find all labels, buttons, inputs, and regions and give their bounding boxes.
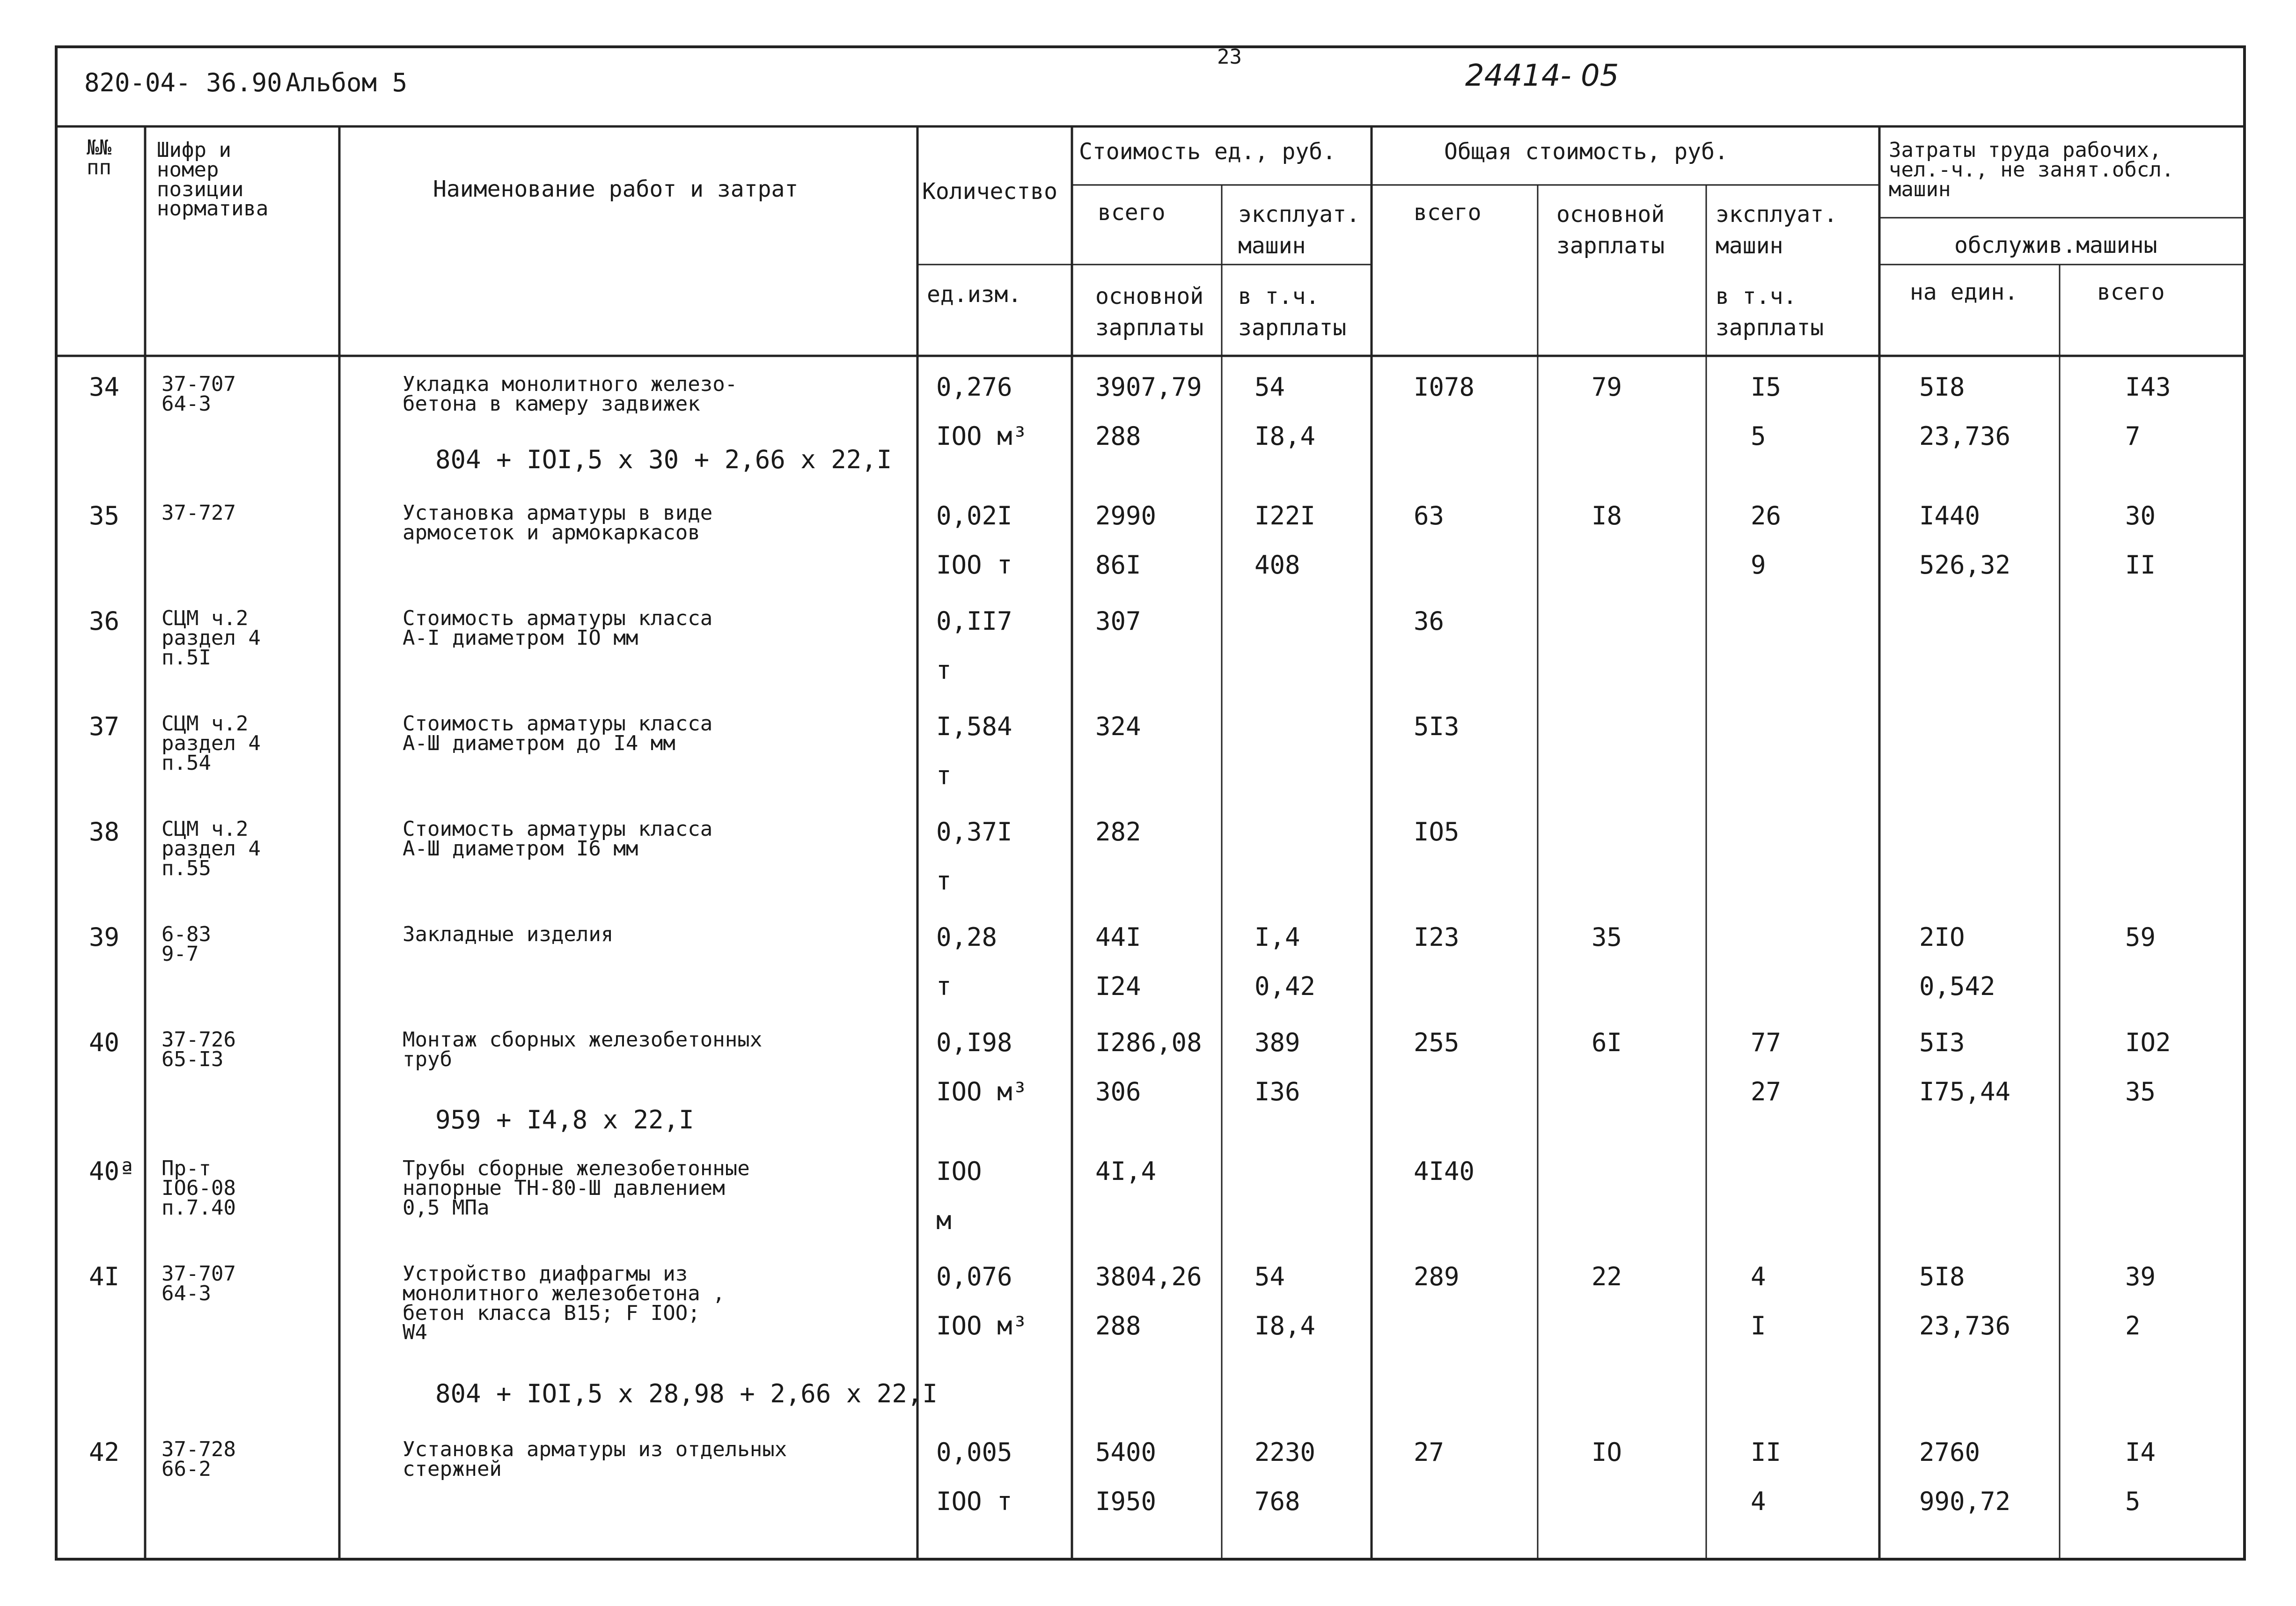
quantity-unit: м (936, 1206, 952, 1235)
norm-code: 37-707 64-3 (161, 372, 236, 416)
unit-cost-wage: 86I (1095, 550, 1141, 580)
norm-code: 37-707 64-3 (161, 1262, 236, 1305)
row-number: 35 (89, 501, 120, 530)
norm-code: 37-727 (161, 501, 236, 525)
calc-formula: 804 + IOI,5 x 30 + 2,66 x 22,I (435, 445, 892, 474)
total-cost: 255 (1414, 1028, 1460, 1057)
quantity-unit: IOO м³ (936, 421, 1028, 451)
total-machines: I5 (1751, 372, 1782, 402)
total-machines-wage: 4 (1751, 1487, 1766, 1516)
norm-code: СЦМ ч.2 раздел 4 п.55 (161, 817, 261, 880)
row-number: 40 (89, 1028, 120, 1057)
labor-per-unit: 5I8 (1919, 372, 1965, 402)
col-header-labor: Затраты труда рабочих, чел.-ч., не занят.обсл. машин (1889, 138, 2174, 201)
labor-per-unit-machine: 990,72 (1919, 1487, 2011, 1516)
col-header-total-cost: Общая стоимость, руб. (1444, 139, 1728, 165)
row-number: 39 (89, 922, 120, 952)
quantity-unit: IOO м³ (936, 1311, 1028, 1341)
col-header-name: Наименование работ и затрат (433, 176, 799, 202)
unit-cost-total: 44I (1095, 922, 1141, 952)
quantity-value: 0,276 (936, 372, 1012, 402)
labor-total-machine: 35 (2125, 1077, 2156, 1106)
total-wage: IO (1592, 1437, 1622, 1467)
labor-per-unit-machine: 23,736 (1919, 421, 2011, 451)
labor-per-unit: 2IO (1919, 922, 1965, 952)
quantity-value: IOO (936, 1157, 982, 1186)
unit-cost-wage: 288 (1095, 1311, 1141, 1341)
labor-per-unit-machine: I75,44 (1919, 1077, 2011, 1106)
col-header-tc-wage: основной зарплаты (1556, 201, 1665, 259)
calc-formula: 804 + IOI,5 x 28,98 + 2,66 x 22,I (435, 1379, 938, 1408)
total-machines: II (1751, 1437, 1782, 1467)
total-cost: 27 (1414, 1437, 1445, 1467)
labor-per-unit-machine: 526,32 (1919, 550, 2011, 580)
quantity-value: 0,02I (936, 501, 1012, 530)
unit-cost-wage: I950 (1095, 1487, 1157, 1516)
work-name: Установка арматуры из отдельных стержней (403, 1437, 787, 1481)
row-number: 36 (89, 606, 120, 636)
labor-per-unit: 5I8 (1919, 1262, 1965, 1291)
total-cost: 289 (1414, 1262, 1460, 1291)
col-header-num: №№ пп (87, 136, 111, 179)
row-number: 37 (89, 712, 120, 741)
work-name: Стоимость арматуры класса А-Ш диаметром до I4 мм (403, 712, 713, 755)
page-number: 23 (1217, 45, 1242, 69)
labor-total: I4 (2125, 1437, 2156, 1467)
col-header-tc-mach-wage: в т.ч. зарплаты (1716, 283, 1824, 341)
row-number: 4I (89, 1262, 120, 1291)
total-wage: I8 (1592, 501, 1622, 530)
labor-total-machine: 7 (2125, 421, 2141, 451)
quantity-value: 0,II7 (936, 606, 1012, 636)
total-machines-wage: 9 (1751, 550, 1766, 580)
total-cost: I078 (1414, 372, 1475, 402)
total-cost: 5I3 (1414, 712, 1460, 741)
unit-cost-total: 324 (1095, 712, 1141, 741)
unit-cost-machines-wage: I36 (1254, 1077, 1300, 1106)
work-name: Стоимость арматуры класса А-Ш диаметром I6 мм (403, 817, 713, 861)
album-label: Альбом 5 (286, 68, 408, 97)
quantity-unit: IOO т (936, 1487, 1012, 1516)
norm-code: 6-83 9-7 (161, 922, 211, 966)
col-header-labor-sub: обслужив.машины (1954, 232, 2157, 258)
unit-cost-machines: 2230 (1254, 1437, 1316, 1467)
calc-formula: 959 + I4,8 x 22,I (435, 1105, 694, 1135)
total-wage: 22 (1592, 1262, 1622, 1291)
quantity-unit: т (936, 866, 952, 896)
labor-total: 39 (2125, 1262, 2156, 1291)
col-header-tc-total: всего (1414, 199, 1482, 226)
quantity-value: 0,28 (936, 922, 998, 952)
labor-per-unit-machine: 23,736 (1919, 1311, 2011, 1341)
norm-code: 37-728 66-2 (161, 1437, 236, 1481)
row-number: 38 (89, 817, 120, 847)
labor-per-unit: I440 (1919, 501, 1981, 530)
unit-cost-machines: 54 (1254, 1262, 1285, 1291)
total-machines-wage: 27 (1751, 1077, 1782, 1106)
total-wage: 35 (1592, 922, 1622, 952)
unit-cost-machines: I22I (1254, 501, 1316, 530)
total-cost: 36 (1414, 606, 1445, 636)
work-name: Закладные изделия (403, 922, 614, 946)
total-cost: I23 (1414, 922, 1460, 952)
norm-code: СЦМ ч.2 раздел 4 п.54 (161, 712, 261, 775)
unit-cost-total: 5400 (1095, 1437, 1157, 1467)
unit-cost-wage: 306 (1095, 1077, 1141, 1106)
work-name: Устройство диафрагмы из монолитного железобетона , бетон класса В15; F IOO; W4 (403, 1262, 725, 1345)
quantity-unit: IOO м³ (936, 1077, 1028, 1106)
labor-total: IO2 (2125, 1028, 2171, 1057)
quantity-value: 0,37I (936, 817, 1012, 847)
labor-total: 30 (2125, 501, 2156, 530)
total-cost: 63 (1414, 501, 1445, 530)
total-wage: 79 (1592, 372, 1622, 402)
unit-cost-machines-wage: 768 (1254, 1487, 1300, 1516)
quantity-value: 0,I98 (936, 1028, 1012, 1057)
quantity-value: 0,076 (936, 1262, 1012, 1291)
quantity-value: 0,005 (936, 1437, 1012, 1467)
col-header-code: Шифр и номер позиции норматива (157, 138, 269, 221)
unit-cost-machines-wage: 0,42 (1254, 972, 1316, 1001)
total-machines: 77 (1751, 1028, 1782, 1057)
labor-total-machine: 2 (2125, 1311, 2141, 1341)
unit-cost-wage: 288 (1095, 421, 1141, 451)
unit-cost-total: 307 (1095, 606, 1141, 636)
total-machines-wage: 5 (1751, 421, 1766, 451)
col-header-labor-unit: на един. (1910, 279, 2018, 305)
unit-cost-machines: 389 (1254, 1028, 1300, 1057)
total-machines-wage: I (1751, 1311, 1766, 1341)
unit-cost-total: 3907,79 (1095, 372, 1202, 402)
unit-cost-total: 4I,4 (1095, 1157, 1157, 1186)
total-wage: 6I (1592, 1028, 1622, 1057)
norm-code: 37-726 65-I3 (161, 1028, 236, 1071)
norm-code: СЦМ ч.2 раздел 4 п.5I (161, 606, 261, 670)
quantity-unit: т (936, 972, 952, 1001)
total-cost: IO5 (1414, 817, 1460, 847)
col-header-unit-cost: Стоимость ед., руб. (1079, 139, 1336, 165)
quantity-unit: т (936, 761, 952, 790)
col-header-uc-mach: эксплуат. машин (1238, 201, 1360, 259)
unit-cost-total: 3804,26 (1095, 1262, 1202, 1291)
work-name: Трубы сборные железобетонные напорные ТН-80-Ш давлением 0,5 МПа (403, 1157, 750, 1220)
work-name: Укладка монолитного железо- бетона в камеру задвижек (403, 372, 738, 416)
col-header-uc-wage: основной зарплаты (1095, 283, 1204, 341)
unit-cost-machines: 54 (1254, 372, 1285, 402)
col-header-tc-mach: эксплуат. машин (1716, 201, 1838, 259)
work-name: Установка арматуры в виде армосеток и армокаркасов (403, 501, 713, 545)
document-id: 24414- 05 (1465, 59, 1619, 93)
labor-total-machine: II (2125, 550, 2156, 580)
labor-per-unit-machine: 0,542 (1919, 972, 1995, 1001)
unit-cost-total: I286,08 (1095, 1028, 1202, 1057)
col-header-qty: Количество (922, 178, 1057, 205)
quantity-value: I,584 (936, 712, 1012, 741)
row-number: 34 (89, 372, 120, 402)
quantity-unit: IOO т (936, 550, 1012, 580)
col-header-uc-mach-wage: в т.ч. зарплаты (1238, 283, 1347, 341)
quantity-unit: т (936, 656, 952, 685)
total-machines: 26 (1751, 501, 1782, 530)
labor-per-unit: 5I3 (1919, 1028, 1965, 1057)
norm-code: Пр-т IO6-08 п.7.40 (161, 1157, 236, 1220)
unit-cost-machines: I,4 (1254, 922, 1300, 952)
total-machines: 4 (1751, 1262, 1766, 1291)
labor-per-unit: 2760 (1919, 1437, 1981, 1467)
row-number: 40ª (89, 1157, 135, 1186)
total-cost: 4I40 (1414, 1157, 1475, 1186)
unit-cost-wage: I24 (1095, 972, 1141, 1001)
labor-total: I43 (2125, 372, 2171, 402)
unit-cost-machines-wage: I8,4 (1254, 1311, 1316, 1341)
labor-total: 59 (2125, 922, 2156, 952)
work-name: Монтаж сборных железобетонных труб (403, 1028, 763, 1071)
col-header-uc-total: всего (1098, 199, 1166, 226)
unit-cost-total: 2990 (1095, 501, 1157, 530)
col-header-labor-total: всего (2097, 279, 2165, 305)
unit-cost-machines-wage: 408 (1254, 550, 1300, 580)
doc-code: 820-04- 36.90 (84, 68, 282, 97)
row-number: 42 (89, 1437, 120, 1467)
col-header-unit: ед.изм. (927, 281, 1022, 308)
unit-cost-machines-wage: I8,4 (1254, 421, 1316, 451)
work-name: Стоимость арматуры класса А-I диаметром IO мм (403, 606, 713, 650)
labor-total-machine: 5 (2125, 1487, 2141, 1516)
unit-cost-total: 282 (1095, 817, 1141, 847)
